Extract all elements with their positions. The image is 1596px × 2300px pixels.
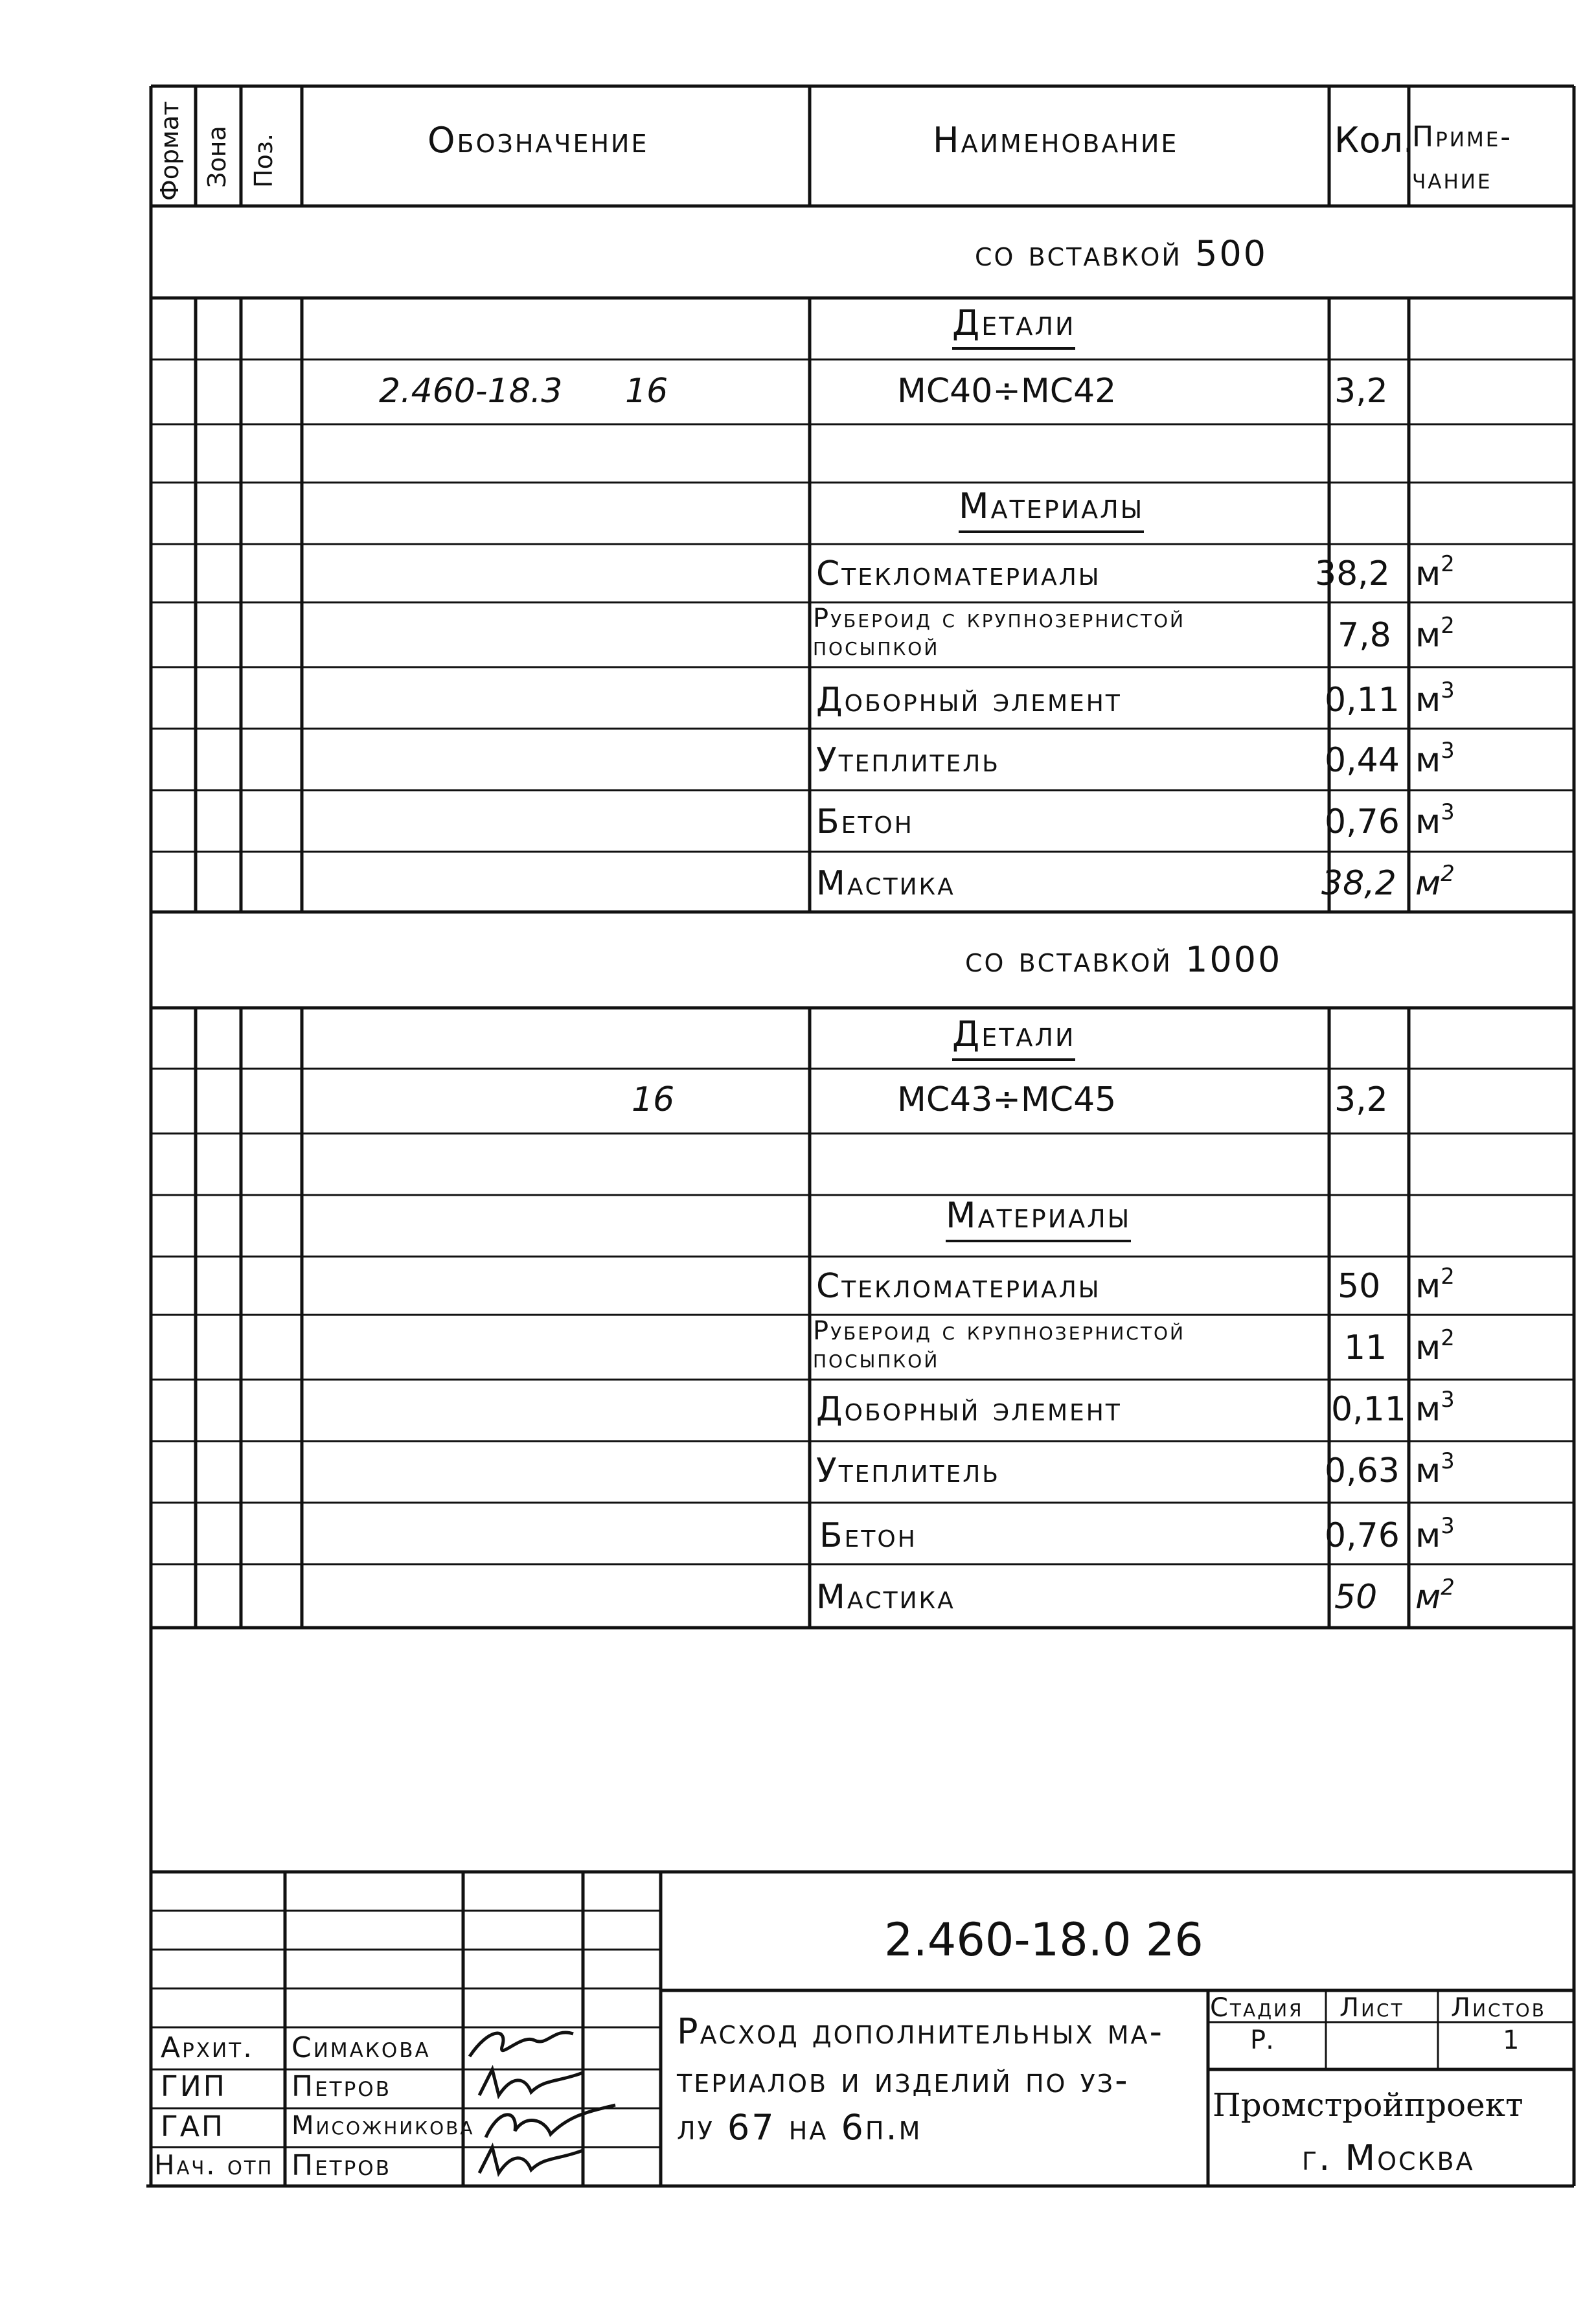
material-name: Утеплитель	[816, 1452, 1000, 1490]
title-block-description-line2: териалов и изделий по уз-	[677, 2060, 1130, 2101]
material-qty: 50	[1334, 1578, 1378, 1617]
material-qty: 7,8	[1338, 616, 1391, 655]
signer-role: ГАП	[161, 2110, 225, 2143]
material-name: Доборный элемент	[816, 1390, 1122, 1429]
unit-exp: 3	[1441, 799, 1455, 825]
header-designation: Обозначение	[428, 120, 649, 161]
title-block-sheets-value: 1	[1503, 2025, 1520, 2055]
material-name-line2: посыпкой	[813, 632, 940, 661]
header-qty: Кол.	[1334, 120, 1415, 161]
material-unit	[1415, 1448, 1455, 1490]
header-name: Наименование	[933, 120, 1179, 161]
material-qty: 0,11	[1325, 681, 1400, 720]
signer-name: Петров	[291, 2070, 391, 2103]
unit-base: м	[1415, 803, 1441, 841]
material-unit	[1415, 1264, 1455, 1306]
signer-role: ГИП	[161, 2070, 227, 2103]
material-name: Мастика	[816, 864, 955, 903]
signer-name: Мисожникова	[291, 2111, 475, 2141]
material-name: Стекломатериалы	[816, 1267, 1101, 1306]
unit-exp: 3	[1441, 1387, 1455, 1412]
title-block-sheets-label: Листов	[1451, 1993, 1546, 2023]
section1-detail-code: 2.460-18.3	[379, 372, 563, 411]
material-qty: 50	[1338, 1267, 1381, 1306]
unit-exp: 2	[1441, 861, 1455, 886]
unit-base: м	[1415, 1390, 1441, 1429]
title-block-city: г. Москва	[1302, 2137, 1475, 2178]
unit-base: м	[1415, 741, 1441, 780]
material-qty: 0,44	[1325, 741, 1400, 780]
section1-detail-qty: 3,2	[1334, 372, 1388, 411]
material-qty: 38,2	[1315, 554, 1390, 593]
material-qty: 11	[1344, 1328, 1387, 1367]
unit-base: м	[1415, 1516, 1441, 1555]
unit-exp: 2	[1441, 1575, 1455, 1600]
unit-base: м	[1415, 1328, 1441, 1367]
section1-details-label: Детали	[952, 306, 1075, 350]
signature-petrov-2	[473, 2141, 596, 2186]
section2-detail-sheet: 16	[632, 1080, 675, 1119]
unit-base: м	[1415, 1578, 1441, 1617]
header-note-line1: Приме-	[1412, 120, 1513, 154]
unit-base: м	[1415, 1452, 1441, 1490]
material-qty: 0,76	[1325, 1516, 1400, 1555]
header-zone: Зона	[203, 126, 231, 188]
material-name: Бетон	[819, 1516, 917, 1555]
unit-base: м	[1415, 554, 1441, 593]
title-block-doc-code: 2.460-18.0 26	[884, 1913, 1203, 1966]
title-block-sheet-label: Лист	[1340, 1993, 1404, 2023]
material-qty: 0,63	[1325, 1452, 1400, 1490]
unit-exp: 3	[1441, 738, 1455, 763]
unit-exp: 2	[1441, 613, 1455, 638]
title-block-stage-value: Р.	[1250, 2025, 1274, 2055]
material-qty: 0,76	[1325, 803, 1400, 841]
material-name: Утеплитель	[816, 741, 1000, 780]
material-name: Доборный элемент	[816, 681, 1122, 720]
material-unit	[1415, 551, 1455, 593]
section1-detail-sheet: 16	[625, 372, 668, 411]
section1-materials-label: Материалы	[959, 489, 1144, 533]
unit-base: м	[1415, 864, 1441, 903]
material-unit	[1415, 613, 1455, 655]
unit-exp: 3	[1441, 1513, 1455, 1538]
material-unit	[1415, 1575, 1455, 1617]
material-unit	[1415, 1513, 1455, 1555]
section1-detail-name: МС40÷МС42	[897, 372, 1117, 411]
material-name: Стекломатериалы	[816, 554, 1101, 593]
unit-exp: 2	[1441, 551, 1455, 576]
material-qty: 38,2	[1321, 864, 1396, 903]
material-unit	[1415, 677, 1455, 720]
material-name-line2: посыпкой	[813, 1344, 940, 1374]
material-name: Бетон	[816, 803, 914, 841]
material-name-line1: Рубероид с крупнозернистой	[813, 1316, 1185, 1346]
unit-exp: 3	[1441, 1448, 1455, 1474]
section1-title: со вставкой 500	[975, 233, 1268, 274]
material-unit	[1415, 738, 1455, 780]
unit-exp: 2	[1441, 1264, 1455, 1289]
material-unit	[1415, 1387, 1455, 1429]
header-note-line2: чание	[1412, 163, 1492, 196]
header-pos: Поз.	[249, 133, 278, 188]
title-block-description-line3: лу 67 на 6п.м	[677, 2107, 922, 2148]
unit-base: м	[1415, 1267, 1441, 1306]
signer-name: Петров	[291, 2149, 391, 2182]
unit-base: м	[1415, 616, 1441, 655]
signer-role: Архит.	[161, 2031, 255, 2064]
material-qty: 0,11	[1331, 1390, 1406, 1429]
unit-exp: 3	[1441, 677, 1455, 703]
signer-role: Нач. отп	[154, 2149, 274, 2181]
signature-simakova	[463, 2021, 586, 2069]
title-block-organization: Промстройпроект	[1213, 2086, 1523, 2124]
section2-title: со вставкой 1000	[965, 939, 1282, 980]
material-name: Мастика	[816, 1578, 955, 1617]
title-block-stage-label: Стадия	[1210, 1993, 1304, 2023]
section2-details-label: Детали	[952, 1017, 1075, 1061]
material-unit	[1415, 1325, 1455, 1367]
section2-detail-qty: 3,2	[1334, 1080, 1388, 1119]
section2-detail-name: МС43÷МС45	[897, 1080, 1117, 1119]
section2-materials-label: Материалы	[946, 1198, 1131, 1242]
title-block-description-line1: Расход дополнительных ма-	[677, 2011, 1164, 2052]
header-format: Формат	[155, 100, 184, 201]
material-name-line1: Рубероид с крупнозернистой	[813, 604, 1185, 633]
unit-exp: 2	[1441, 1325, 1455, 1350]
material-unit	[1415, 799, 1455, 841]
material-unit	[1415, 861, 1455, 903]
signer-name: Симакова	[291, 2031, 431, 2064]
unit-base: м	[1415, 681, 1441, 720]
